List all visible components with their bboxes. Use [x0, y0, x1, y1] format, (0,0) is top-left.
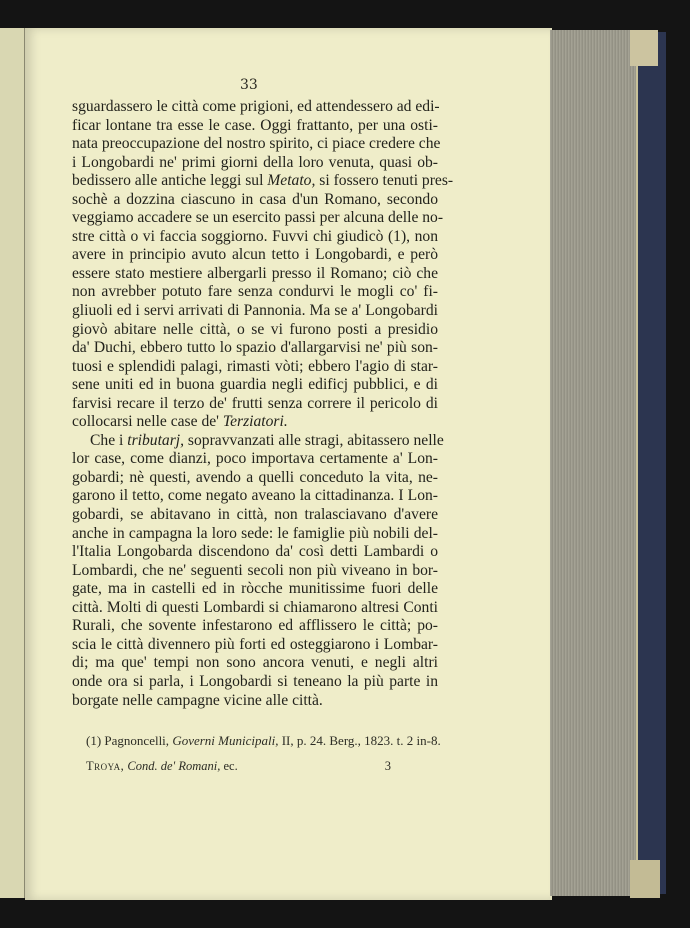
text-line: [72, 543, 438, 562]
text-run: sopravvanzati alle stragi, abitassero nelle: [184, 431, 444, 449]
text-run: da' Duchi, ebbero tutto lo spazio d'allargarvisi ne' più son-: [72, 339, 438, 357]
italic-term: tributarj,: [127, 431, 185, 449]
text-line: [72, 636, 438, 655]
text-run: collocarsi nelle case de': [72, 413, 223, 431]
text-run: farvisi recare il terzo de' frutti senza correre il pericolo di: [72, 394, 438, 412]
text-run: di; ma que' tempi non sono ancora venuti, e negli altri: [72, 654, 438, 672]
text-line: [72, 395, 438, 414]
text-line: [72, 339, 438, 358]
text-line: [72, 431, 444, 451]
book-cover: [636, 32, 666, 894]
text-run: gobardi; nè questi, avendo a quelli conceduto la vita, ne-: [72, 468, 438, 486]
text-line: [72, 525, 438, 544]
signature-author: Troya,: [86, 759, 125, 773]
text-run: stre città o vi faccia soggiorno. Fuvvi chi giudicò (1), non: [72, 227, 438, 245]
text-line: [72, 154, 438, 173]
text-line: [72, 580, 438, 599]
facing-page-edge: [0, 28, 25, 898]
text-line: [72, 246, 438, 265]
cover-corner-top: [630, 30, 658, 66]
text-line: [72, 469, 438, 488]
text-run: sguardassero le città come prigioni, ed attendessero ad edi-: [72, 98, 440, 115]
body-text: [72, 98, 454, 710]
text-line: [72, 376, 438, 395]
italic-term: Terziatori.: [222, 413, 288, 431]
text-line: [72, 265, 438, 284]
text-run: gobardi, se abitavano in città, non tralasciavano d'avere: [72, 506, 438, 524]
text-run: ficar lontane tra esse le case. Oggi frattanto, per una osti-: [72, 116, 438, 134]
text-run: anche in campagna la loro sede: le famiglie più nobili del-: [72, 524, 438, 542]
text-run: garono il tetto, come negato aveano la cittadinanza. I Lon-: [72, 487, 438, 505]
text-line: [72, 562, 438, 581]
text-run: i Longobardi ne' primi giorni della loro venuta, quasi ob-: [72, 153, 438, 171]
text-run: bedissero alle antiche leggi sul: [72, 172, 268, 190]
text-run: essere stato mestiere albergarli presso il Romano; ciò che: [72, 264, 438, 282]
text-line: [72, 673, 438, 692]
text-line: [72, 209, 444, 228]
text-run: gate, ma in castelli ed in ròcche munitissime fuori delle: [72, 580, 438, 598]
text-run: giovò abitare nelle città, o se vi furono posti a presidio: [72, 320, 438, 338]
signature-rest: ec.: [223, 759, 238, 773]
text-run: l'Italia Longobarda discendono da' così detti Lambardi o: [72, 543, 438, 561]
italic-term: Metato,: [267, 172, 316, 190]
cover-corner-bottom: [630, 860, 660, 898]
text-run: sochè a dozzina ciascuno in casa d'un Romano, secondo: [72, 190, 438, 208]
text-run: nata preoccupazione del nostro spirito, ci piace credere che: [72, 135, 441, 153]
page-block-edges: [550, 30, 638, 896]
footnote-title: Governi Municipali,: [172, 733, 279, 748]
text-run: gliuoli ed i servi arrivati di Pannonia. Ma se a' Longobardi: [72, 302, 438, 320]
text-line: [72, 617, 438, 636]
text-run: Rurali, che sovente infestarono ed afflissero le città; po-: [72, 617, 438, 635]
text-run: tuosi e splendidi palagi, rimasti vòti; ebbero l'agio di star-: [72, 357, 438, 375]
text-run: Che i: [90, 431, 128, 449]
text-line: [72, 283, 438, 302]
text-line: [72, 487, 438, 506]
text-run: onde ora si parla, i Longobardi si teneano la più parte in: [72, 672, 438, 690]
text-line: [72, 654, 438, 673]
footnote-author: Pagnoncelli,: [104, 733, 170, 748]
signature-title: Cond. de' Romani,: [127, 759, 221, 773]
text-line: [72, 172, 454, 191]
text-run: veggiamo accadere se un esercito passi per alcuna delle no-: [72, 209, 444, 227]
text-run: lor case, come dianzi, poco importava certamente a' Lon-: [72, 450, 438, 468]
text-line: [72, 321, 438, 340]
text-line: [72, 302, 438, 321]
footnote: [86, 733, 440, 749]
text-run: città. Molti di questi Lombardi si chiamarono altresi Conti: [72, 598, 438, 616]
text-line: [72, 692, 438, 711]
footnote-rest: II, p. 24. Berg., 1823. t. 2 in-8.: [281, 733, 441, 748]
text-line: [72, 98, 438, 117]
text-line: [72, 358, 438, 377]
text-line: [72, 506, 438, 525]
text-line: [72, 191, 438, 210]
text-line: [72, 117, 438, 136]
page-number: 33: [240, 77, 258, 93]
text-line: [72, 413, 438, 432]
text-line: [72, 450, 438, 469]
text-line: [72, 135, 441, 154]
text-run: si fossero tenuti pres-: [315, 172, 454, 190]
text-run: borgate nelle campagne vicine alle città.: [72, 691, 323, 709]
text-run: non avrebber potuto fare senza condurvi le mogli co' fi-: [72, 283, 438, 301]
text-run: sene uniti ed in buona guardia negli edificj pubblici, e di: [72, 376, 438, 394]
text-line: [72, 599, 438, 618]
text-run: Lombardi, che ne' seguenti secoli non più viveano in bor-: [72, 561, 438, 579]
text-run: scia le città divennero più forti ed osteggiarono i Lombar-: [72, 635, 438, 653]
signature-mark: 3: [384, 759, 391, 773]
signature-line: [86, 759, 391, 774]
footnote-marker: (1): [86, 733, 102, 748]
text-line: [72, 228, 438, 247]
text-run: avere in principio avuto alcun tetto i Longobardi, e però: [72, 246, 438, 264]
